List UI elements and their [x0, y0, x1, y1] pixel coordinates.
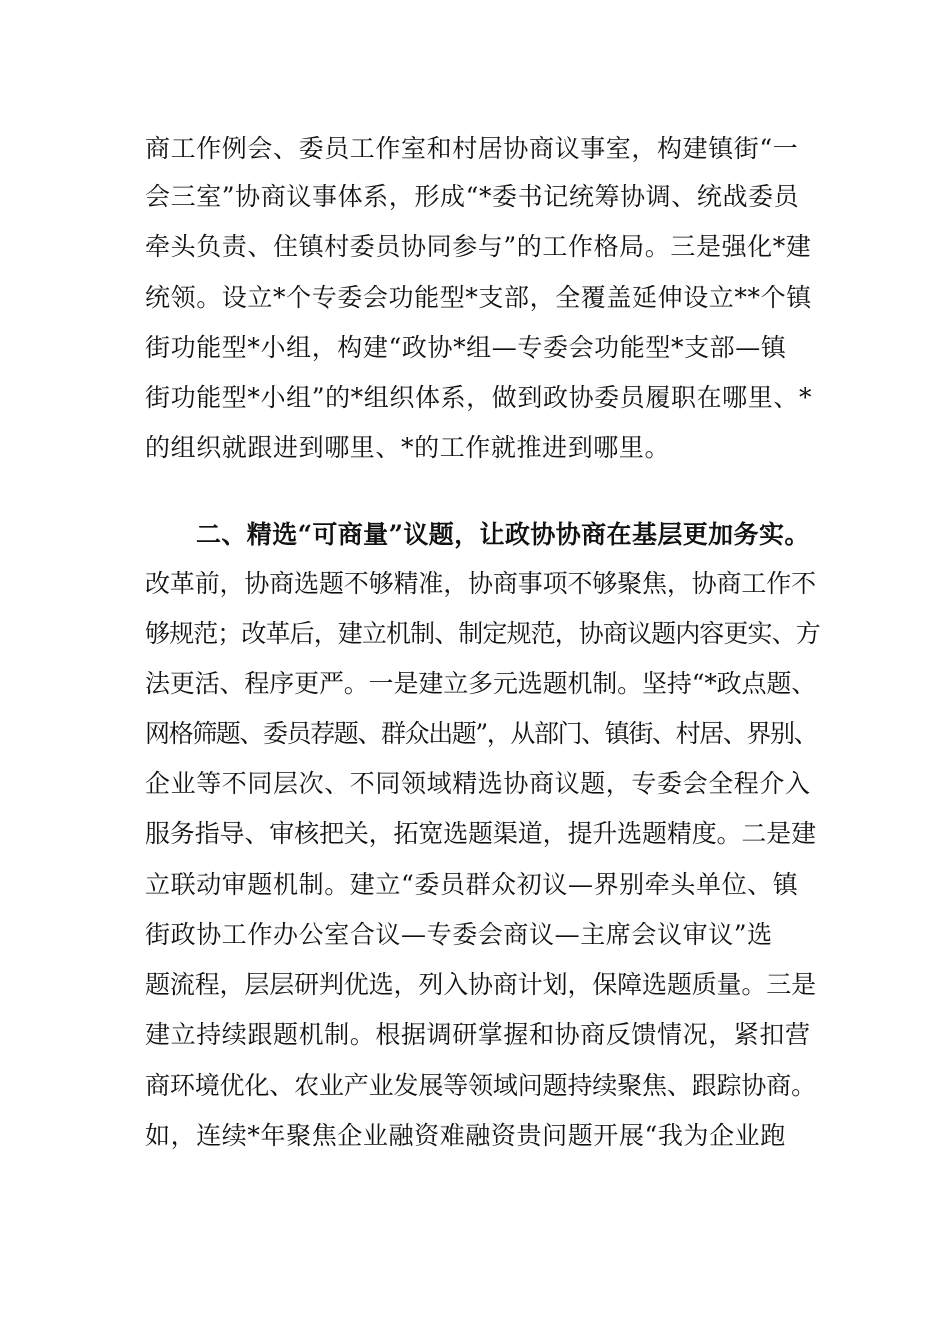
text-line: 改革前，协商选题不够精准，协商事项不够聚焦，协商工作不	[145, 569, 816, 598]
text-line: 统领。设立*个专委会功能型*支部，全覆盖延伸设立**个镇	[145, 283, 812, 312]
text-line: 街政协工作办公室合议—专委会商议—主席会议审议”选	[145, 920, 773, 949]
text-line: 商工作例会、委员工作室和村居协商议事室，构建镇街“一	[145, 134, 799, 163]
text-line: 会三室”协商议事体系，形成“*委书记统筹协调、统战委员	[145, 182, 800, 211]
text-line: 牵头负责、住镇村委员协同参与”的工作格局。三是强化*建	[145, 232, 812, 261]
text-line: 法更活、程序更严。一是建立多元选题机制。坚持“*政点题、	[145, 669, 817, 698]
text-line: 的组织就跟进到哪里、*的工作就推进到哪里。	[145, 433, 671, 462]
text-line: 街功能型*小组”的*组织体系，做到政协委员履职在哪里、*	[145, 383, 813, 412]
text-line: 题流程，层层研判优选，列入协商计划，保障选题质量。三是	[145, 970, 816, 999]
section-heading: 二、精选“可商量”议题，让政协协商在基层更加务实。	[196, 520, 810, 549]
text-line: 立联动审题机制。建立“委员群众初议—界别牵头单位、镇	[145, 870, 799, 899]
text-line: 够规范；改革后，建立机制、制定规范，协商议题内容更实、方	[145, 619, 820, 648]
text-line: 企业等不同层次、不同领域精选协商议题，专委会全程介入	[145, 769, 811, 798]
text-line: 建立持续跟题机制。根据调研掌握和协商反馈情况，紧扣营	[145, 1020, 811, 1049]
text-line: 商环境优化、农业产业发展等领域问题持续聚焦、跟踪协商。	[145, 1071, 816, 1100]
text-line: 网格筛题、委员荐题、群众出题”，从部门、镇街、村居、界别、	[145, 719, 818, 748]
text-line: 街功能型*小组，构建“政协*组—专委会功能型*支部—镇	[145, 333, 787, 362]
text-line: 服务指导、审核把关，拓宽选题渠道，提升选题精度。二是建	[145, 819, 816, 848]
text-line: 如，连续*年聚焦企业融资难融资贵问题开展“我为企业跑	[145, 1121, 786, 1150]
